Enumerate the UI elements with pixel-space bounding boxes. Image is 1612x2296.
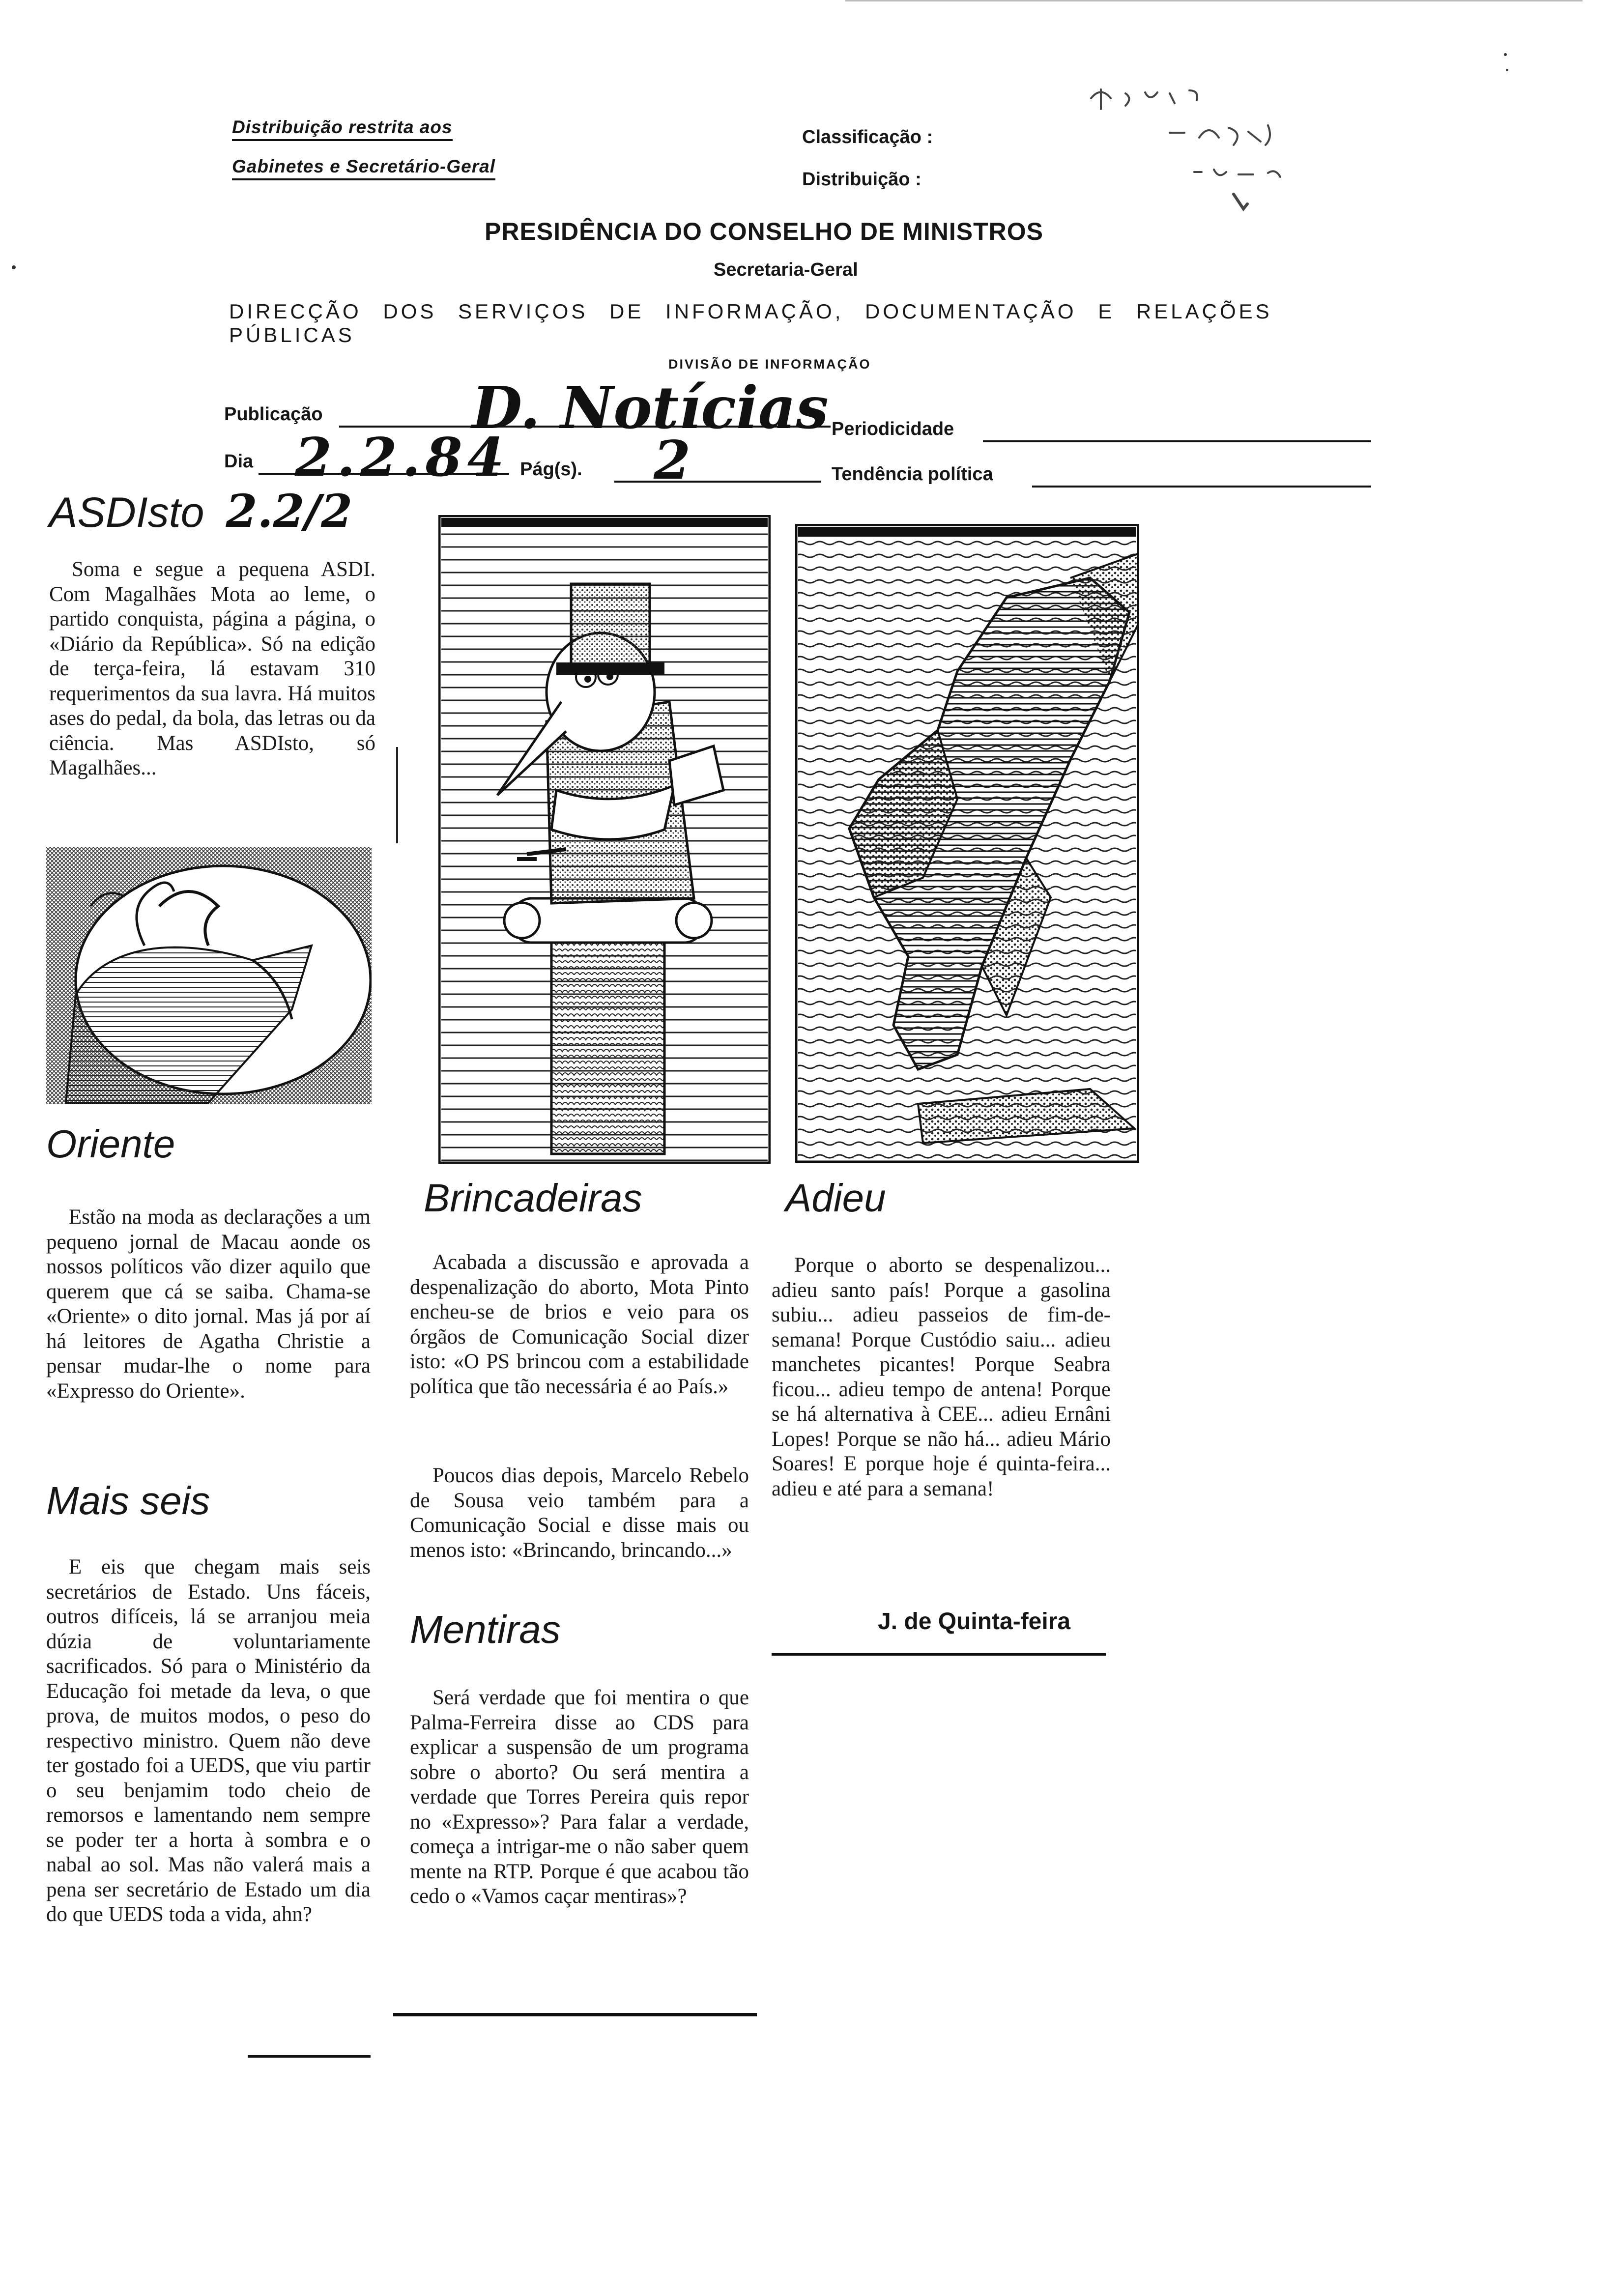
oriente-title: Oriente [46,1122,175,1166]
tendencia-label: Tendência política [832,464,993,485]
distribuicao-label: Distribuição : [802,169,921,190]
restricted-distribution-line2: Gabinetes e Secretário-Geral [232,156,495,180]
asdisto-handwritten-ref: 2.2/2 [226,485,353,538]
directorate-title: DIRECÇÃO DOS SERVIÇOS DE INFORMAÇÃO, DOCUMENTAÇÃO E RELAÇÕES PÚBLICAS [229,300,1272,346]
cartoon-moon-figure-illustration [46,847,372,1104]
dia-label: Dia [224,451,254,472]
publicacao-label: Publicação [224,404,323,425]
asdisto-body: Soma e segue a pequena ASDI. Com Magalhães Mota ao leme, o partido conquista, página a página, o «Diário da República». Só na edição de terça-feira, lá estavam 310 requerimentos da sua lavra. Há muitos ases do pedal, da bola, das letras ou da ciência. Mas ASDIsto, só Magalhães... [49,558,375,779]
restricted-distribution-line1: Distribuição restrita aos [232,117,453,141]
org-title: PRESIDÊNCIA DO CONSELHO DE MINISTROS [485,218,1044,245]
org-subtitle: Secretaria-Geral [714,259,858,280]
brincadeiras-title: Brincadeiras [424,1176,642,1220]
mentiras-body: Será verdade que foi mentira o que Palma-Ferreira disse ao CDS para explicar a suspensão de um programa sobre o aborto? Ou será mentira a verdade que Torres Pereira quis repor no «Expresso»? Para falar a verdade, começa a intrigar-me o não saber quem mente na RTP. Porque é que acabou tão cedo o «Vamos caçar mentiras»? [410,1686,749,1908]
oriente-body: Estão na moda as declarações a um pequeno jornal de Macau aonde os nossos políticos vão dizer aquilo que querem que cá se saiba. Chama-se «Oriente» o dito jornal. Mas já por aí há leitores de Agatha Christie a pensar mudar-lhe o nome para «Expresso do Oriente». [46,1205,371,1403]
cartoon-portugal-map-illustration [795,524,1139,1163]
periodicidade-label: Periodicidade [832,419,954,439]
mais-seis-body: E eis que chegam mais seis secretários de Estado. Uns fáceis, outros difíceis, lá se arranjou meia dúzia de voluntariamente sacrificados. Só para o Ministério da Educação foi metade da leva, o que prova, de muitos modos, o peso do respectivo ministro. Quem não deve ter gostado foi a UEDS, que viu partir o seu benjamim todo cheio de remorsos e lamentando nem sempre se poder ter a horta à sombra e o nabal ao sol. Mas não valerá mais a pena ser secretário de Estado um dia do que UEDS toda a vida, ahn? [46,1555,371,1926]
mentiras-title: Mentiras [410,1607,561,1651]
division-title: DIVISÃO DE INFORMAÇÃO [668,357,871,372]
pags-value: 2 [654,430,691,491]
pags-label: Pág(s). [520,459,582,480]
adieu-body: Porque o aborto se despenalizou... adieu santo país! Porque a gasolina subiu... adieu passeios de fim-de-semana! Porque Custódio saiu... adieu manchetes picantes! Porque Seabra ficou... adieu tempo de antena! Porque se há alternativa à CEE... adieu Ernâni Lopes! Porque se não há... adieu Mário Soares! E porque hoje é quinta-feira... adieu e até para a semana! [772,1254,1111,1500]
adieu-signature: J. de Quinta-feira [878,1608,1071,1635]
adieu-title: Adieu [785,1176,886,1220]
cartoon-top-hat-man-illustration [438,515,771,1164]
brincadeiras-body1: Acabada a discussão e aprovada a despenalização do aborto, Mota Pinto encheu-se de brios e veio para os órgãos de Comunicação Social dizer isto: «O PS brincou com a estabilidade política que tão necessária é ao País.» [410,1251,749,1398]
classificacao-label: Classificação : [802,127,933,147]
dia-value: 2.2.84 [295,427,509,488]
mais-seis-title: Mais seis [46,1479,210,1522]
asdisto-title: ASDIsto [49,489,204,536]
publicacao-value: D. Notícias [472,373,829,442]
handwritten-stamp-icon [1071,69,1376,216]
brincadeiras-body2: Poucos dias depois, Marcelo Rebelo de Sousa veio também para a Comunicação Social e disse mais ou menos isto: «Brincando, brincando...» [410,1464,749,1562]
